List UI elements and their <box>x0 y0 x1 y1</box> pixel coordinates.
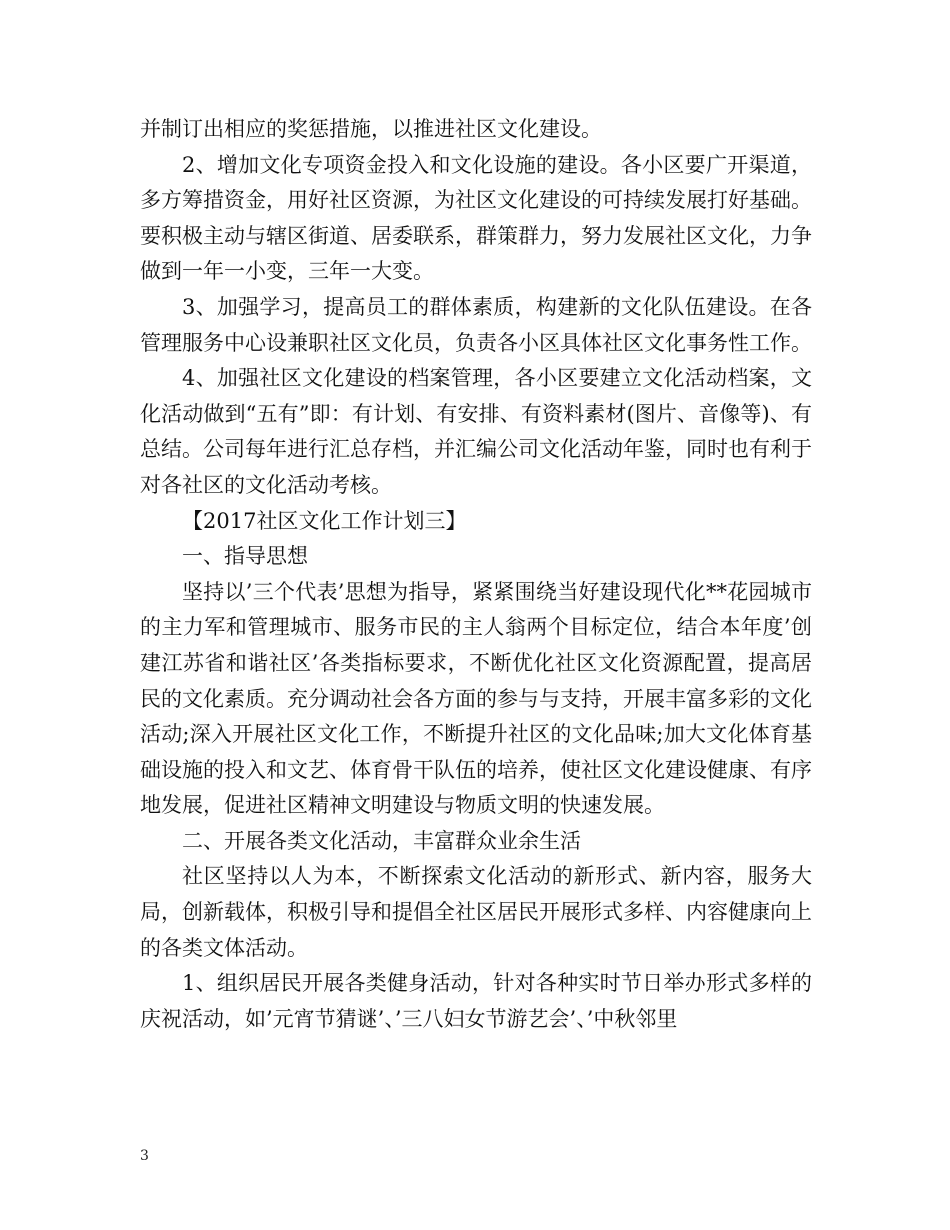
heading-cultural-activities: 二、开展各类文化活动，丰富群众业余生活 <box>182 828 581 853</box>
paragraph-1: 并制订出相应的奖惩措施，以推进社区文化建设。 <box>140 117 602 141</box>
paragraph-3: 3、加强学习，提高员工的群体素质，构建新的文化队伍建设。在各管理服务中心设兼职社区文化员，负责各小区具体社区文化事务性工作。 <box>140 294 812 355</box>
section-title: 【2017社区文化工作计划三】 <box>182 508 467 533</box>
paragraph-6: 社区坚持以人为本，不断探索文化活动的新形式、新内容，服务大局，创新载体，积极引导和提倡全社区居民开展形式多样、内容健康向上的各类文体活动。 <box>140 864 812 960</box>
paragraph-4: 4、加强社区文化建设的档案管理，各小区要建立文化活动档案，文化活动做到“五有”即：有计划、有安排、有资料素材(图片、音像等)、有总结。公司每年进行汇总存档，并汇编公司文化活动年鉴，同时也有利于对各社区的文化活动考核。 <box>140 366 812 497</box>
paragraph-5: 坚持以’三个代表’思想为指导，紧紧围绕当好建设现代化**花园城市的主力军和管理城市、服务市民的主人翁两个目标定位，结合本年度’创建江苏省和谐社区’各类指标要求，不断优化社区文化资源配置，提高居民的文化素质。充分调动社会各方面的参与与支持，开展丰富多彩的文化活动;深入开展社区文化工作，不断提升社区的文化品味;加大文化体育基础设施的投入和文艺、体育骨干队伍的培养，使社区文化建设健康、有序地发展，促进社区精神文明建设与物质文明的快速发展。 <box>140 579 812 818</box>
page-number: 3 <box>140 1148 149 1164</box>
document-body <box>140 112 812 1037</box>
paragraph-2: 2、增加文化专项资金投入和文化设施的建设。各小区要广开渠道，多方筹措资金，用好社区资源，为社区文化建设的可持续发展打好基础。要积极主动与辖区街道、居委联系，群策群力，努力发展社区文化，力争做到一年一小变，三年一大变。 <box>140 152 812 284</box>
heading-guiding-ideology: 一、指导思想 <box>182 544 308 569</box>
paragraph-7: 1、组织居民开展各类健身活动，针对各种实时节日举办形式多样的庆祝活动，如’元宵节猜谜’、’三八妇女节游艺会’、’中秋邻里 <box>140 971 812 1031</box>
